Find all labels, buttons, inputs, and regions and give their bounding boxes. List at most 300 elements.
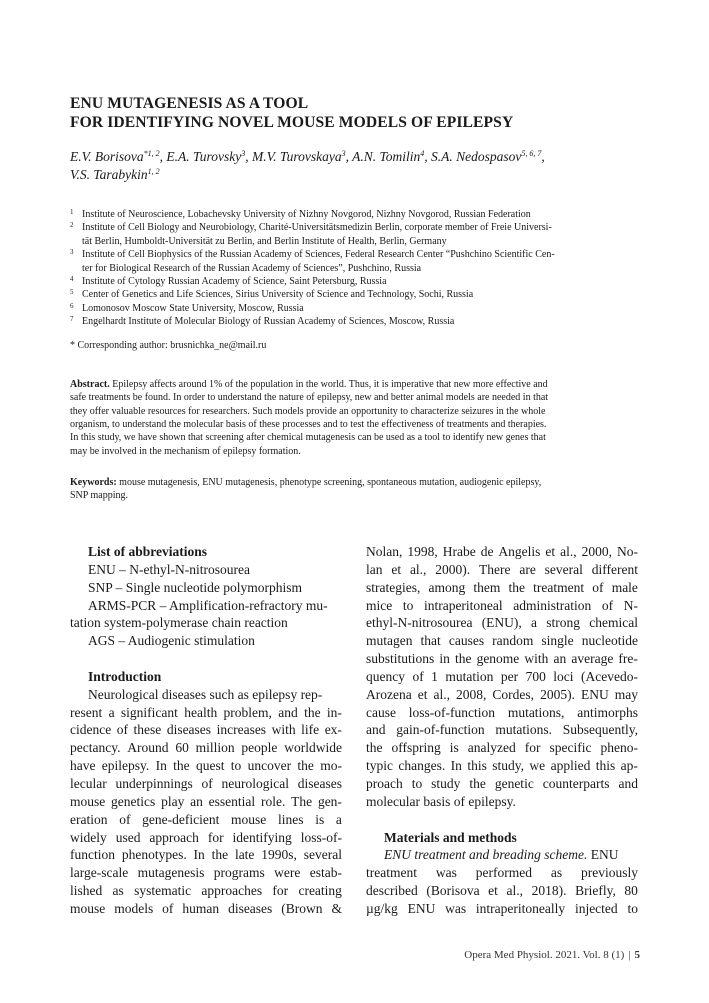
word: et — [391, 561, 402, 577]
word: intraperitoneal — [423, 597, 503, 613]
body-line — [70, 739, 342, 757]
word: and — [618, 775, 638, 791]
affiliation-list — [70, 208, 640, 329]
page-footer — [464, 949, 640, 961]
word: essential — [208, 793, 256, 809]
corresponding-author: * Corresponding author: brusnichka_ne@mail.ru — [70, 340, 267, 351]
affiliation — [70, 221, 640, 248]
word: these — [133, 722, 162, 738]
word: administration — [513, 597, 592, 613]
word: previously — [580, 865, 638, 881]
word: play — [161, 793, 185, 809]
word: approach — [149, 829, 199, 845]
body-line — [366, 597, 638, 615]
abbreviation-item: SNP – Single nucleotide polymorphism — [88, 579, 302, 595]
word: loss-of-function — [408, 704, 496, 720]
word: treatment — [366, 865, 417, 881]
affiliation-number: 4 — [70, 275, 74, 284]
word: performed — [475, 865, 532, 881]
word: a — [335, 811, 342, 827]
word: loci — [553, 668, 574, 684]
author-affil-ref: 4 — [420, 149, 425, 158]
word: random — [492, 633, 534, 649]
word: the — [508, 579, 526, 595]
affiliation-number: 6 — [70, 301, 74, 310]
word: for — [207, 829, 224, 845]
word: worldwide — [284, 740, 342, 756]
word: quest — [195, 758, 225, 774]
affiliation-text: Institute of Neuroscience, Lobachevsky University of Nizhny Novgorod, Nizhny Novgorod, Russian Federation — [82, 209, 531, 220]
left-column — [70, 543, 342, 918]
word: mutation — [445, 668, 494, 684]
abstract-line: safe treatments be found. In order to understand the nature of epilepsy, new and better animal models are needed in that — [70, 392, 549, 404]
word: 1 — [431, 668, 438, 684]
word: mouse — [70, 900, 106, 916]
word: pheno- — [600, 740, 638, 756]
word: different — [591, 561, 638, 577]
word: for — [524, 740, 541, 756]
body-line — [366, 686, 638, 704]
word: of — [162, 900, 174, 916]
author-name: A.N. Tomilin — [352, 149, 421, 164]
word: al., — [409, 561, 427, 577]
word: The — [291, 793, 313, 809]
word: are — [519, 561, 536, 577]
abbreviation-item: ENU – N-ethyl-N-nitrosourea — [88, 561, 250, 577]
word: in — [439, 651, 450, 667]
word: diseases — [228, 900, 273, 916]
body-line — [366, 561, 638, 579]
author-affil-ref: 3 — [241, 149, 246, 158]
keywords-line: SNP mapping. — [70, 490, 128, 502]
word: systematic — [134, 883, 192, 899]
author-name: V.S. Tarabykin — [70, 167, 148, 182]
word: gain-of-function — [396, 722, 485, 738]
word: for — [272, 883, 289, 899]
word: average — [571, 651, 614, 667]
body-line — [70, 882, 342, 900]
body-line — [366, 650, 638, 668]
word: programs — [213, 865, 265, 881]
footer-separator: | — [628, 949, 631, 961]
body-line — [366, 614, 638, 632]
word: of — [201, 775, 213, 791]
page-number: 5 — [634, 949, 640, 961]
word: counterparts — [542, 775, 610, 791]
affiliation-text: Institute of Cell Biology and Neurobiology, Charité-Universitätsmedizin Berlin, corporate member of Freie Universi- — [82, 222, 552, 234]
word: et — [545, 544, 556, 559]
word: 2005). — [540, 686, 575, 702]
word: strong — [546, 615, 580, 631]
body-line — [366, 757, 638, 775]
word: strategies, — [366, 579, 421, 595]
author-affil-ref: *1, 2 — [143, 149, 160, 158]
word: several — [303, 847, 342, 863]
word: (Acevedo- — [581, 668, 638, 684]
word: the — [297, 758, 314, 774]
word: 700 — [525, 668, 546, 684]
word: significant — [120, 704, 178, 720]
word: an — [553, 651, 567, 667]
word: lan — [366, 561, 383, 577]
word: genome — [476, 651, 520, 667]
word: resent — [70, 704, 103, 720]
word: al., — [433, 686, 451, 702]
right-column — [366, 543, 638, 918]
body-line — [70, 721, 342, 739]
word: of — [116, 722, 128, 738]
abstract-label: Abstract. — [70, 379, 110, 390]
affiliation-number: 5 — [70, 288, 74, 297]
word: Nolan, — [366, 544, 403, 559]
word: intraperitoneally — [475, 900, 566, 916]
word: models — [114, 900, 154, 916]
word: 1990s, — [261, 847, 297, 863]
body-line — [366, 882, 638, 900]
body-line — [366, 846, 638, 864]
word: that — [420, 633, 441, 649]
word: to — [402, 597, 414, 613]
word: in- — [326, 704, 342, 720]
word: an — [190, 793, 203, 809]
word: ethyl-N-nitrosourea — [366, 615, 473, 631]
word: mice — [366, 597, 393, 613]
affiliation-text: Institute of Cytology Russian Academy of Science, Saint Petersburg, Russia — [82, 276, 387, 288]
word: gene-deficient — [142, 811, 220, 827]
body-line — [70, 864, 342, 882]
word: 1998, — [407, 544, 438, 559]
word: approaches — [201, 883, 263, 899]
word: mouse — [70, 793, 106, 809]
word: mutations. — [495, 722, 553, 738]
word: this — [467, 758, 487, 774]
word: diseases — [297, 775, 342, 791]
word: estab- — [309, 865, 342, 881]
body-line — [366, 864, 638, 882]
body-line — [70, 846, 342, 864]
body-line — [70, 793, 342, 811]
word: In — [193, 847, 205, 863]
word: al., — [506, 883, 524, 899]
word: 80 — [624, 883, 638, 899]
word: as — [112, 883, 124, 899]
affiliation-text: Institute of Cell Biophysics of the Russian Academy of Sciences, Federal Research Center “Pushchino Scientific Cen- — [82, 249, 555, 261]
word: mo- — [320, 758, 342, 774]
word: applied — [550, 758, 591, 774]
word: ex- — [324, 722, 342, 738]
word: million — [195, 740, 235, 756]
word: and — [278, 704, 298, 720]
body-line — [70, 775, 342, 793]
word: Hrabe — [442, 544, 476, 559]
word: Cordes, — [492, 686, 535, 702]
word: to — [411, 775, 423, 791]
word: function — [70, 847, 115, 863]
body-line — [70, 811, 342, 829]
keywords — [70, 476, 640, 503]
author-line — [70, 166, 650, 184]
author-line: E.V. Borisova$^{*1, 2}$, E.A. Turovsky$^3$, M.V. Turovskaya$^3$, A.N. Tomilin$^4$, S.A. Nedospasov$^{5, 6, 7}$, — [70, 149, 545, 164]
word: ap- — [620, 758, 638, 774]
word: gen- — [317, 793, 342, 809]
author-name: E.V. Borisova — [70, 149, 144, 164]
word: life — [301, 722, 320, 738]
body-line — [70, 900, 342, 918]
abbreviation-item: AGS – Audiogenic stimulation — [88, 633, 255, 649]
word: is — [315, 811, 325, 827]
word: 2000, — [581, 544, 612, 559]
word: problem, — [223, 704, 272, 720]
affiliation — [70, 288, 640, 301]
word: we — [529, 758, 546, 774]
word: described — [366, 883, 418, 899]
word: typic — [366, 758, 393, 774]
affiliation-number: 2 — [70, 221, 74, 230]
subsection-heading: ENU treatment and breading scheme. — [384, 847, 588, 863]
word: Around — [127, 740, 169, 756]
abstract-line: they offer valuable resources for researchers. Such models provide an opportunity to characterize seizures in the whole — [70, 405, 546, 417]
word: genetics — [111, 793, 156, 809]
section-heading: Materials and methods — [384, 829, 517, 845]
word: was — [435, 865, 457, 881]
affiliation-number: 7 — [70, 315, 74, 324]
word: antimorphs — [577, 704, 638, 720]
word: loss-of- — [300, 829, 342, 845]
word: the — [211, 847, 229, 863]
word: No- — [616, 544, 638, 559]
affiliation-text: Lomonosov Moscow State University, Moscow, Russia — [82, 302, 304, 314]
body-line — [70, 704, 342, 722]
word: mutagen — [366, 633, 413, 649]
word: fre- — [618, 651, 638, 667]
word: the — [173, 758, 190, 774]
word: injected — [574, 900, 618, 916]
word: 2018). — [531, 883, 567, 899]
affiliation-text: Center of Genetics and Life Sciences, Sirius University of Science and Technology, Sochi, Russia — [82, 289, 474, 301]
word: specific — [549, 740, 592, 756]
word: substitutions — [366, 651, 435, 667]
abstract-text: Epilepsy affects around 1% of the population in the world. Thus, it is imperative that new more effective and — [109, 379, 548, 390]
word: lecular — [70, 775, 107, 791]
section-heading: List of abbreviations — [88, 544, 208, 559]
word: used — [115, 829, 141, 845]
body-text: ENU — [587, 847, 619, 863]
affiliation — [70, 208, 640, 221]
word: the — [454, 651, 472, 667]
author-list — [70, 148, 650, 184]
word: and — [366, 722, 386, 738]
body-line: Neurological diseases such as epilepsy rep- — [88, 686, 323, 702]
word: treatment — [533, 579, 585, 595]
word: 2008, — [456, 686, 487, 702]
word: increases — [216, 722, 267, 738]
author-affil-ref: 1, 2 — [147, 167, 160, 176]
abstract — [70, 378, 640, 458]
word: cause — [366, 704, 396, 720]
body-line — [70, 829, 342, 847]
abbreviation-item: ARMS-PCR – Amplification-refractory mu- — [88, 597, 328, 613]
word: a — [108, 704, 115, 720]
word: diseases — [166, 722, 212, 738]
word: health — [184, 704, 218, 720]
word: chemical — [589, 615, 638, 631]
word: the — [304, 704, 321, 720]
word: mutations, — [507, 704, 565, 720]
word: per — [500, 668, 519, 684]
word: quency — [366, 668, 405, 684]
word: study, — [492, 758, 525, 774]
journal-citation: Opera Med Physiol. 2021. Vol. 8 (1) — [464, 949, 625, 961]
word: single — [541, 633, 574, 649]
body-line — [366, 543, 638, 561]
word: lished — [70, 883, 103, 899]
word: N- — [623, 597, 638, 613]
word: the — [469, 775, 486, 791]
word: people — [241, 740, 278, 756]
word: them — [473, 579, 501, 595]
word: et — [488, 883, 498, 899]
word: to — [627, 900, 638, 916]
word: µg/kg — [366, 900, 398, 916]
keywords-line — [70, 476, 640, 489]
word: (Brown — [281, 900, 323, 916]
word: several — [544, 561, 583, 577]
word: creating — [298, 883, 342, 899]
word: al., — [560, 544, 577, 559]
word: phenotypes. — [121, 847, 187, 863]
word: nucleotide — [581, 633, 638, 649]
word: cidence — [70, 722, 112, 738]
word: lines — [278, 811, 304, 827]
article-title — [70, 94, 650, 132]
affiliation-number: 1 — [70, 208, 74, 216]
author-name: E.A. Turovsky — [166, 149, 242, 164]
body-line — [366, 775, 638, 793]
word: identifying — [232, 829, 292, 845]
word: In — [450, 758, 462, 774]
title-line: ENU MUTAGENESIS AS A TOOL — [70, 95, 309, 112]
word: Angelis — [498, 544, 541, 559]
word: of — [119, 811, 131, 827]
keywords-label: Keywords: — [70, 477, 117, 488]
body-line — [366, 721, 638, 739]
affiliation-text: ter for Biological Research of the Russian Academy of Sciences”, Pushchino, Russia — [82, 262, 422, 274]
word: as — [550, 865, 563, 881]
word: was — [445, 900, 467, 916]
title-line: FOR IDENTIFYING NOVEL MOUSE MODELS OF EPILEPSY — [70, 114, 514, 131]
author-affil-ref: 3 — [341, 149, 346, 158]
word: Arozena — [366, 686, 412, 702]
author-name: S.A. Nedospasov — [431, 149, 522, 164]
word: of — [412, 668, 424, 684]
affiliation — [70, 315, 640, 328]
body-line — [366, 704, 638, 722]
word: the — [366, 740, 383, 756]
abbreviation-item: tation system-polymerase chain reaction — [70, 615, 288, 631]
word: Briefly, — [575, 883, 616, 899]
affiliation — [70, 275, 640, 288]
word: male — [611, 579, 638, 595]
word: ENU — [580, 686, 609, 702]
word: large-scale — [70, 865, 129, 881]
body-line — [366, 668, 638, 686]
word: 2000). — [435, 561, 471, 577]
keywords-text: mouse mutagenesis, ENU mutagenesis, phenotype screening, spontaneous mutation, audiogenic epilepsy, — [116, 477, 542, 488]
word: underpinnings — [115, 775, 193, 791]
word: genetic — [494, 775, 534, 791]
word: uncover — [247, 758, 292, 774]
word: with — [271, 722, 296, 738]
word: mouse — [231, 811, 267, 827]
word: this — [595, 758, 616, 774]
affiliation-number: 3 — [70, 248, 74, 257]
section-heading: Introduction — [88, 668, 162, 684]
word: a — [531, 615, 538, 631]
affiliation — [70, 302, 640, 315]
body-line: molecular basis of epilepsy. — [366, 793, 516, 809]
word: neurological — [221, 775, 289, 791]
word: Subsequently, — [562, 722, 638, 738]
word: epilepsy. — [101, 758, 150, 774]
affiliation-text: Engelhardt Institute of Molecular Biology of Russian Academy of Sciences, Moscow, Russia — [82, 316, 455, 328]
word: 60 — [175, 740, 189, 756]
word: may — [614, 686, 638, 702]
word: analyzed — [467, 740, 516, 756]
word: role. — [260, 793, 286, 809]
word: pectancy. — [70, 740, 121, 756]
body-line — [366, 739, 638, 757]
abstract-line — [70, 378, 640, 391]
word: et — [417, 686, 428, 702]
abstract-line: In this study, we have shown that screening after chemical mutagenesis can be used as a tool to identify new genes that — [70, 432, 546, 444]
word: of — [601, 597, 614, 613]
word: study — [431, 775, 461, 791]
affiliation — [70, 248, 640, 275]
abstract-line: may be involved in the mechanism of epilepsy formation. — [70, 445, 301, 457]
word: is — [449, 740, 459, 756]
word: In — [155, 758, 167, 774]
word: (ENU), — [481, 615, 522, 631]
word: among — [428, 579, 466, 595]
word: proach — [366, 775, 403, 791]
affiliation-text: tät Berlin, Humboldt-Universität zu Berlin, and Berlin Institute of Health, Berlin, Germany — [82, 235, 447, 247]
word: late — [234, 847, 255, 863]
word: human — [182, 900, 220, 916]
body-line — [366, 900, 638, 918]
body-line — [70, 757, 342, 775]
word: have — [70, 758, 96, 774]
word: were — [274, 865, 301, 881]
word: of — [592, 579, 604, 595]
word: with — [524, 651, 549, 667]
word: & — [331, 900, 342, 916]
word: to — [230, 758, 242, 774]
word: causes — [448, 633, 485, 649]
word: changes. — [398, 758, 446, 774]
word: offspring — [391, 740, 441, 756]
word: de — [480, 544, 494, 559]
body-line — [366, 579, 638, 597]
word: (Borisova — [426, 883, 480, 899]
author-affil-ref: 5, 6, 7 — [521, 149, 542, 158]
word: There — [479, 561, 511, 577]
word: mutagenesis — [137, 865, 205, 881]
word: widely — [70, 829, 107, 845]
author-name: M.V. Turovskaya — [252, 149, 342, 164]
word: eration — [70, 811, 108, 827]
abstract-line: organism, to understand the molecular basis of these processes and to test the effectiveness of treatments and therapies. — [70, 419, 547, 431]
word: ENU — [407, 900, 436, 916]
